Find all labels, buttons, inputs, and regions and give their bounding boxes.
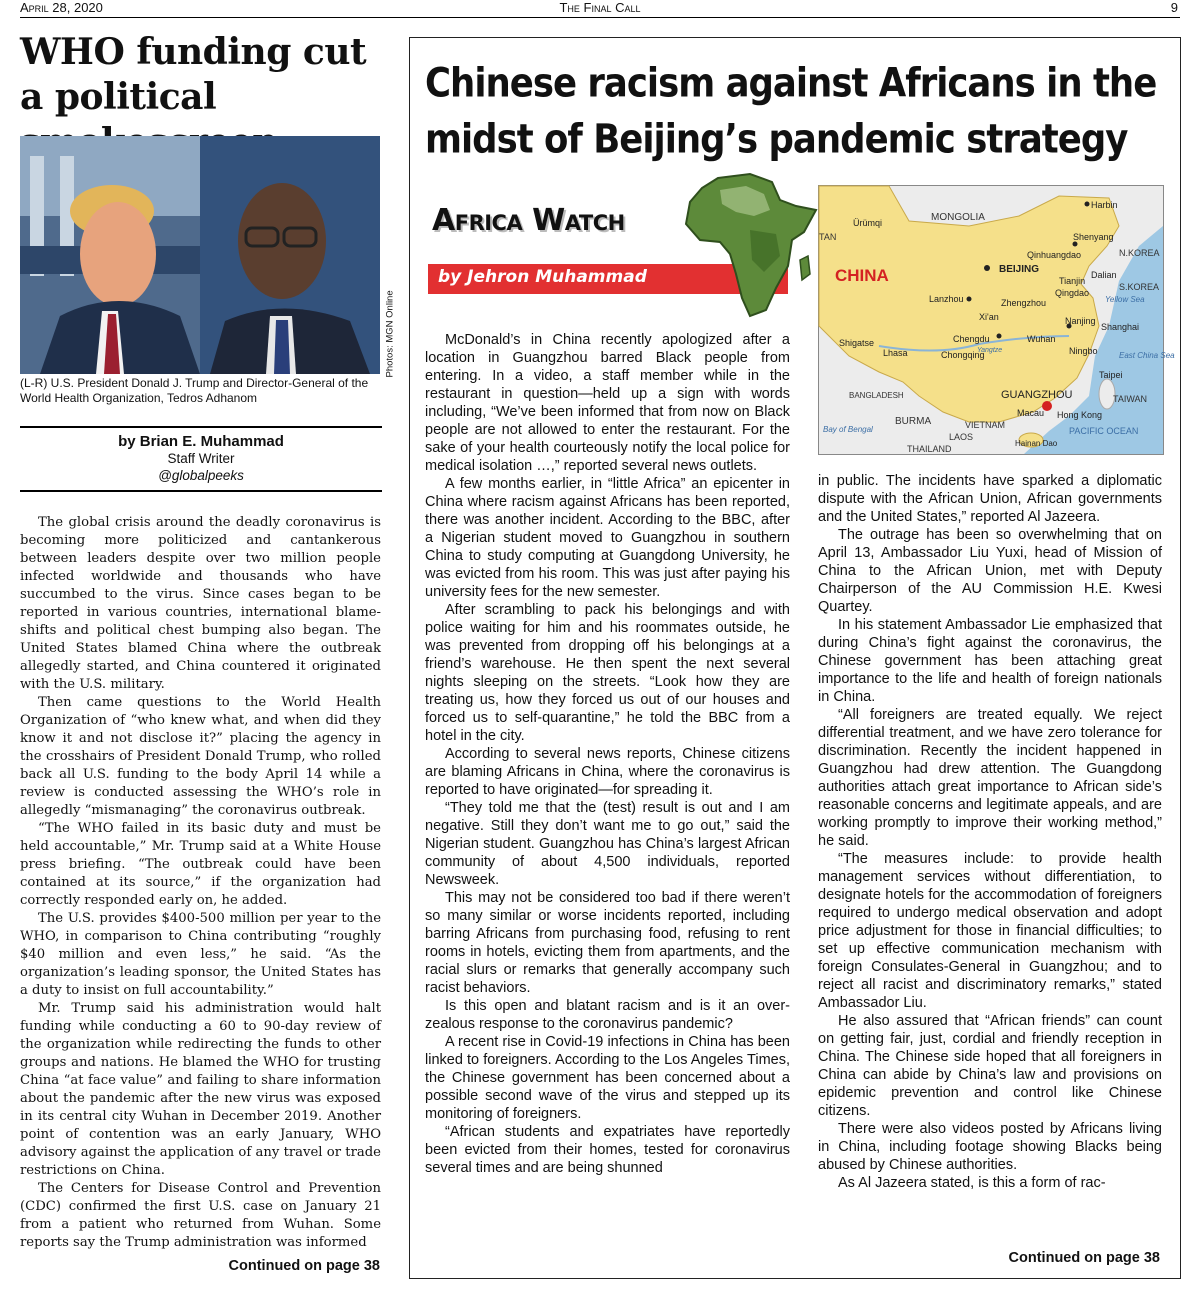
map-city: Zhengzhou	[1001, 298, 1047, 308]
continued-link-left[interactable]: Continued on page 38	[228, 1258, 380, 1274]
map-label: TAN	[819, 232, 837, 242]
map-city: Qingdao	[1055, 288, 1090, 298]
byline-block	[20, 433, 382, 484]
paragraph: “All foreigners are treated equally. We reject differential treatment, and we have zero tolerance for discrimination. Recently the incident happened in Guangzhou had drew attention. The Guangdong authorities attach great importance to African side’s reasonable concerns and legitimate appeals, and are working promptly to improve their working method,” he said.	[818, 707, 1162, 849]
map-city: Dalian	[1091, 270, 1117, 280]
paragraph: The outrage has been so overwhelming that on April 13, Ambassador Liu Yuxi, head of Mission of China to the African Union, met with Deputy Chairperson of the AU Commission H.E. Kwesi Quartey.	[818, 527, 1162, 615]
map-city: Shanghai	[1101, 322, 1140, 332]
paragraph: A few months earlier, in “little Africa” an epicenter in China where racism against Africans has been reported, there was another incident. According to the BBC, after a Nigerian student moved to Guangzhou in southern China to study computing at Guangdong University, he was evicted from his room. This was just after paying his university fees for the new semester.	[425, 476, 790, 600]
byline-rule-top	[20, 426, 382, 428]
map-city: BEIJING	[999, 264, 1040, 275]
issue-date: April 28, 2020	[20, 0, 103, 15]
left-article-body	[20, 514, 381, 1252]
map-city: Xi'an	[979, 312, 999, 322]
header-rule	[20, 17, 1180, 18]
map-city: GUANGZHOU	[1001, 389, 1073, 401]
map-city: Tianjin	[1059, 276, 1086, 286]
map-city: Ürümqi	[853, 218, 883, 228]
map-city: Harbin	[1091, 200, 1118, 210]
paragraph: Then came questions to the World Health Organization of “who knew what, and when did they know it and not disclose it?” placing the agency in the crosshairs of President Donald Trump, who rolled back all U.S. funding to the body April 14 while a review is conducted assessing the WHO’s role in allegedly “mismanaging” the coronavirus outbreak.	[20, 695, 381, 818]
paragraph: As Al Jazeera stated, is this a form of rac-	[838, 1175, 1106, 1191]
map-label: N.KOREA	[1119, 248, 1160, 258]
photo-caption: (L-R) U.S. President Donald J. Trump and Director-General of the World Health Organization, Tedros Adhanom	[20, 376, 369, 405]
map-water: East China Sea	[1119, 351, 1175, 360]
map-label: BURMA	[895, 416, 932, 427]
map-city: Lhasa	[883, 348, 908, 358]
map-label: VIETNAM	[965, 420, 1006, 430]
left-article-headline: WHO funding cut a political	[20, 31, 367, 118]
author-handle: @globalpeeks	[158, 468, 244, 483]
paragraph: He also assured that “African friends” can count on getting fair, just, cordial and friendly reception in China. The Chinese side hoped that all foreigners in China can abide by China’s law and provisions on epidemic prevention and control like Chinese citizens.	[818, 1013, 1162, 1119]
map-city: Nanjing	[1065, 316, 1096, 326]
right-article-column-2	[425, 331, 790, 1177]
map-water: Bay of Bengal	[823, 425, 873, 434]
paragraph: Mr. Trump said his administration would halt funding while conducting a 60 to 90-day review of the organization while redirecting the funds to other groups and nations. He blamed the WHO for trusting China “at face value” and failing to share information about the pandemic after the new virus was exposed in its central city Wuhan in December 2019. Another point of contention was an early January, WHO advisory against the application of any travel or trade restrictions on China.	[20, 1001, 381, 1178]
map-city: Wuhan	[1027, 334, 1056, 344]
paragraph: Is this open and blatant racism and is it an over-zealous response to the coronavirus pandemic?	[425, 998, 790, 1032]
map-water: Yellow Sea	[1105, 295, 1145, 304]
map-city: Shenyang	[1073, 232, 1114, 242]
map-water: Yangtze	[977, 347, 1003, 354]
photo-illustration	[20, 136, 380, 374]
paragraph: “African students and expatriates have reportedly been evicted from their homes, tested for coronavirus several times and are being shunned	[425, 1124, 790, 1176]
paragraph: McDonald’s in China recently apologized after a location in Guangzhou barred Black people from entering. In a video, a staff member while in the restaurant in question—held up a sign with words including, “We’ve been informed that from now on Black people are not allowed to enter the restaurant. For the sake of your health courteously notify the local police for medical isolation …,” reported several news outlets.	[425, 332, 790, 474]
map-city: Chongqing	[941, 350, 985, 360]
paragraph: A recent rise in Covid-19 infections in China has been linked to foreigners. According to the Los Angeles Times, the Chinese government has been concerned about a possible second wave of the virus and stepped up its monitoring of foreigners.	[425, 1034, 790, 1122]
author-name: by Brian E. Muhammad	[118, 433, 284, 450]
byline-rule-bottom	[20, 490, 382, 492]
paragraph: in public. The incidents have sparked a diplomatic dispute with the African Union, African governments and the United States,” reported Al Jazeera.	[818, 473, 1162, 525]
africa-continent-icon	[680, 170, 820, 320]
map-city: Lanzhou	[929, 294, 964, 304]
paragraph: In his statement Ambassador Lie emphasized that during China’s fight against the coronavirus, the Chinese government has been attaching great importance to the life and health of foreign nationals in China.	[818, 617, 1162, 705]
photo-credit: Photos: MGN Online	[384, 290, 396, 378]
map-label: MONGOLIA	[931, 212, 985, 223]
map-city: Taipei	[1099, 370, 1123, 380]
column-name: Africa Watch	[432, 203, 625, 238]
map-label: THAILAND	[907, 444, 952, 454]
page-number: 9	[1170, 0, 1178, 15]
article-photo	[20, 136, 380, 374]
paragraph: The Centers for Disease Control and Prevention (CDC) confirmed the first U.S. case on January 21 from a patient who returned from Wuhan. Some reports say the Trump administration was informed	[20, 1181, 381, 1250]
map-city: Qinhuangdao	[1027, 250, 1082, 260]
paragraph: This may not be considered too bad if there weren’t so many similar or worse incidents reported, including barring Africans from purchasing food, refusing to rent rooms in hotels, evicting them from apartments, and the racial slurs or remarks that generally accompany such racist behaviors.	[425, 890, 790, 996]
map-label: S.KOREA	[1119, 282, 1160, 292]
paragraph: There were also videos posted by Africans living in China, including footage showing Blacks being abused by Chinese authorities.	[818, 1121, 1162, 1173]
paragraph: The U.S. provides $400-500 million per year to the WHO, in comparison to China contributing “roughly $40 million and even less,” he said. “As the organization’s leading sponsor, the United States has a duty to insist on full accountability.”	[20, 911, 381, 998]
map-water: PACIFIC OCEAN	[1069, 426, 1139, 436]
author-role: Staff Writer	[167, 451, 235, 466]
paragraph: “The measures include: to provide health management services without differentiation, to designate hotels for the accommodation of foreigners required to undergo medical observation and adopt price adjustment for those in financial difficulties; to set up effective communication mechanism with foreign Consulates-General in Guangzhou; and to reject all racist and discriminatory remarks,” stated Ambassador Liu.	[818, 851, 1162, 1011]
map-label: BANGLADESH	[849, 391, 904, 400]
right-article-headline: Chinese racism against Africans in the midst of Beijing’s pandemic strategy	[425, 60, 1157, 163]
column-byline: by Jehron Muhammad	[438, 267, 647, 287]
publication-name: The Final Call	[559, 0, 641, 15]
map-label: TAIWAN	[1113, 394, 1147, 404]
paragraph: The global crisis around the deadly coronavirus is becoming more politicized and cantankerous between leaders despite over two million people infected worldwide and thousands who have succumbed to the virus. Since cases began to be reported in various countries, international blame-shifts and political chest bumping also began. The United States blamed China where the outbreak allegedly started, and China countered it originated with the U.S. military.	[20, 515, 381, 692]
map-city: Shigatse	[839, 338, 875, 348]
map-city: Chengdu	[953, 334, 990, 344]
china-map	[818, 185, 1175, 455]
map-country-label: CHINA	[835, 266, 889, 285]
continued-link-right[interactable]: Continued on page 38	[1008, 1250, 1160, 1266]
map-city: Hainan Dao	[1015, 439, 1058, 448]
map-city: Hong Kong	[1057, 410, 1103, 420]
paragraph: According to several news reports, Chinese citizens are blaming Africans in China, where the coronavirus is reported to have originated—for spreading it.	[425, 746, 790, 798]
map-label: LAOS	[949, 432, 974, 442]
right-article-column-3	[818, 472, 1162, 1192]
paragraph: “The WHO failed in its basic duty and must be held accountable,” Mr. Trump said at a White House press briefing. “The outbreak could have been contained at its source,” if the organization had correctly responded early on, he added.	[20, 821, 381, 908]
map-city: Ningbo	[1069, 346, 1098, 356]
map-city: Macau	[1017, 408, 1045, 418]
paragraph: After scrambling to pack his belongings and with police waiting for him and his roommates outside, he was prevented from dropping off his belongings at a friend’s warehouse. He then spent the next several nights sleeping on the streets. “Look how they are treating us, how they forced us out of our houses and forced us to self-quarantine,” he told the BBC from a hotel in the city.	[425, 602, 790, 744]
paragraph: “They told me that the (test) result is out and I am negative. Still they don’t want me to go out,” said the Nigerian student. Guangzhou has China’s largest African community of about 4,500 individuals, reported Newsweek.	[425, 800, 790, 888]
